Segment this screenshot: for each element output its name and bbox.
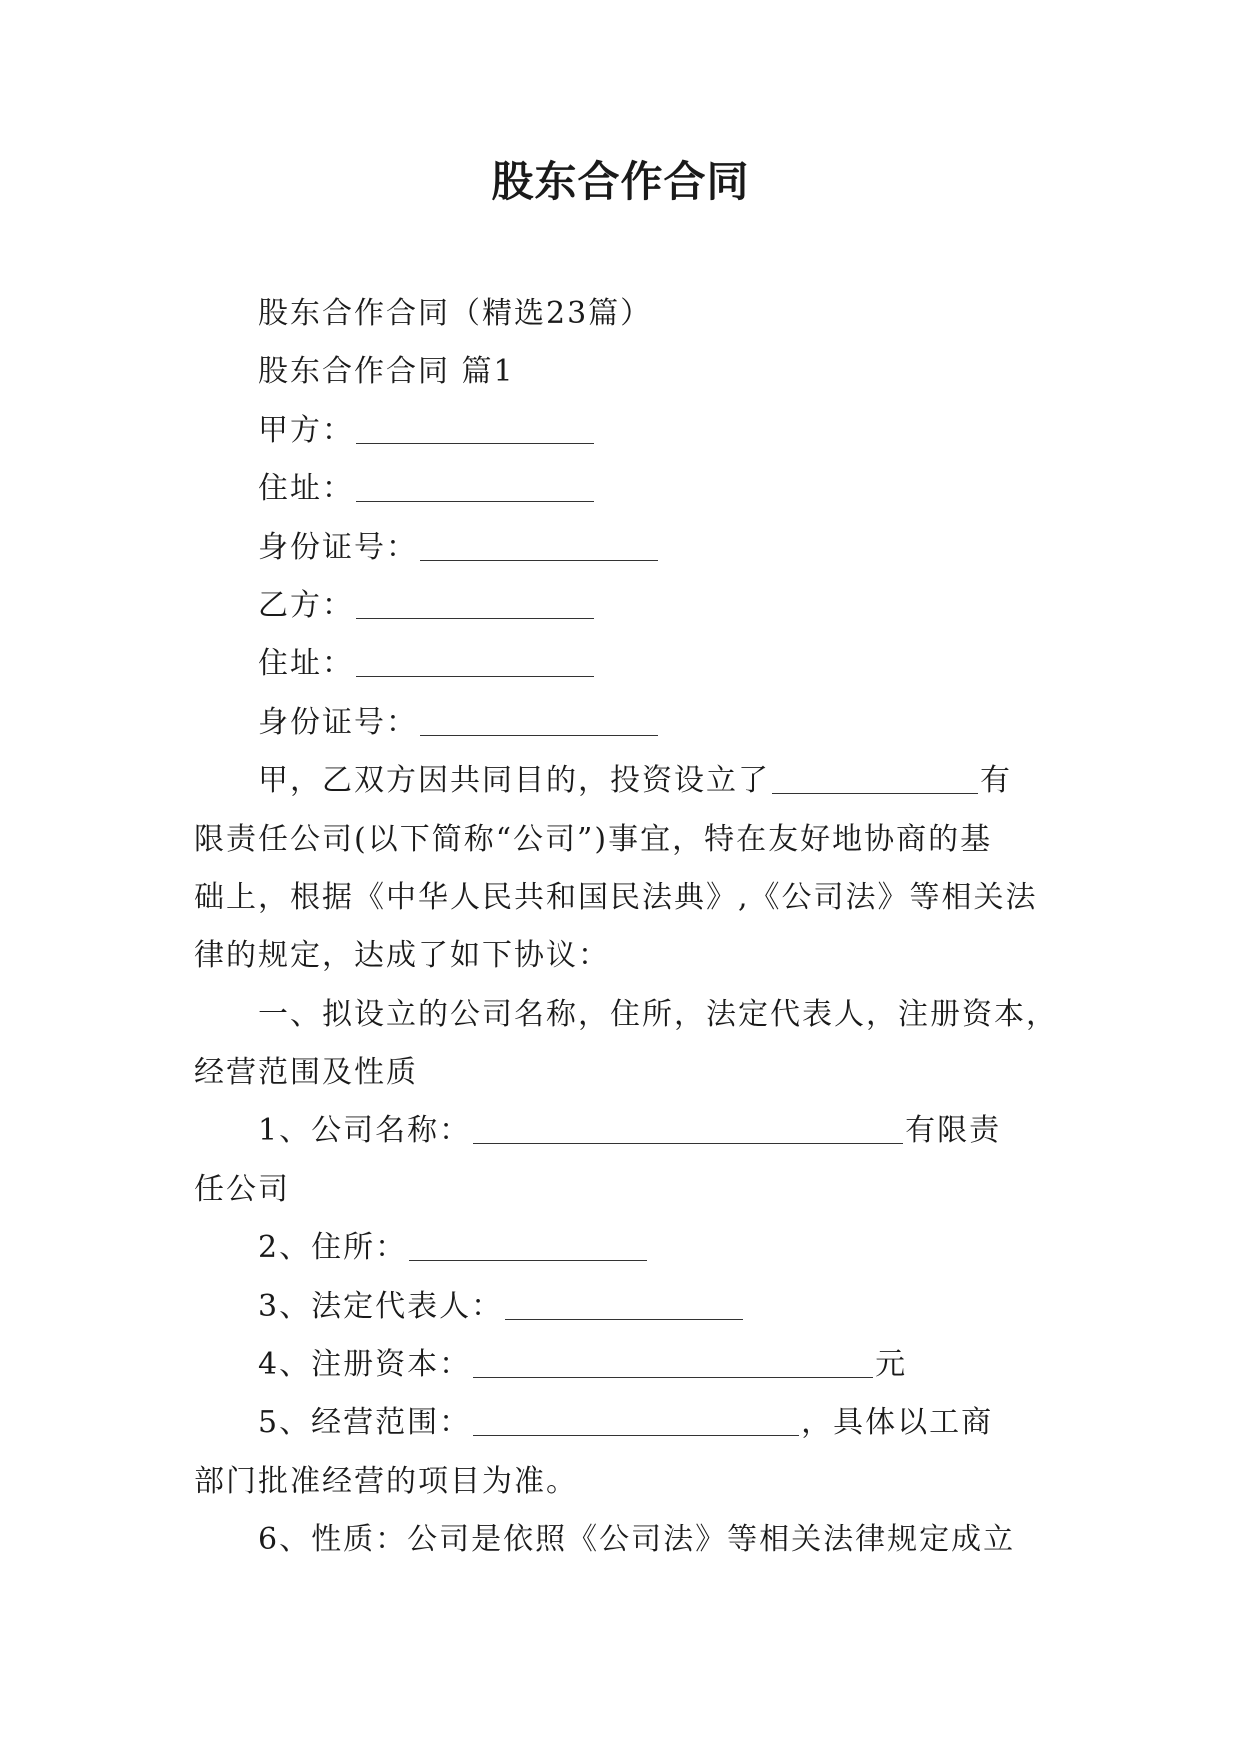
item-1-blank: [473, 1111, 903, 1144]
intro-line-4: 律的规定，达成了如下协议：: [194, 938, 610, 974]
document-title: 股东合作合同: [491, 157, 750, 206]
clause-1-line-2: 经营范围及性质: [194, 1055, 418, 1091]
party-a-id-blank: [420, 528, 658, 561]
subtitle: 股东合作合同（精选23篇）: [258, 296, 653, 331]
item-4-line: [194, 1336, 1054, 1394]
section-heading: 股东合作合同 篇1: [258, 354, 515, 390]
party-a-blank: [356, 411, 594, 444]
clause-1-line-1: 一、拟设立的公司名称，住所，法定代表人，注册资本，: [258, 996, 1058, 1032]
item-1-suffix: 有限责: [905, 1113, 1002, 1149]
item-3-blank: [505, 1287, 743, 1320]
party-b-address-line: [194, 635, 1054, 693]
item-2-blank: [409, 1228, 647, 1261]
item-4-suffix: 元: [875, 1347, 908, 1383]
intro-part-1: 甲，乙双方因共同目的，投资设立了: [258, 763, 770, 799]
item-1-label: 1、公司名称：: [258, 1113, 472, 1149]
item-5-label: 5、经营范围：: [258, 1405, 472, 1441]
item-5-line-2: 部门批准经营的项目为准。: [194, 1463, 578, 1499]
item-5-blank: [473, 1403, 799, 1436]
party-a-id-line: [194, 519, 1054, 577]
party-b-address-label: 住址：: [258, 646, 354, 682]
party-a-id-label: 身份证号：: [258, 529, 418, 565]
item-1-line-2: 任公司: [194, 1171, 290, 1207]
item-2-label: 2、住所：: [258, 1230, 408, 1266]
party-b-id-line: [194, 694, 1054, 752]
party-b-id-blank: [420, 703, 658, 736]
party-b-id-label: 身份证号：: [258, 704, 418, 740]
party-b-label: 乙方：: [258, 587, 354, 623]
party-a-address-label: 住址：: [258, 471, 354, 507]
item-4-blank: [473, 1345, 873, 1378]
party-a-address-blank: [356, 469, 594, 502]
party-b-line: [194, 577, 1054, 635]
party-b-address-blank: [356, 644, 594, 677]
item-3-label: 3、法定代表人：: [258, 1288, 504, 1324]
item-4-label: 4、注册资本：: [258, 1347, 472, 1383]
party-a-line: [194, 402, 1054, 460]
party-a-label: 甲方：: [258, 412, 354, 448]
document-body: [194, 285, 1058, 1570]
intro-line-1: [194, 752, 1054, 810]
intro-line-3: 础上，根据《中华人民共和国民法典》,《公司法》等相关法: [194, 879, 1038, 915]
party-b-blank: [356, 586, 594, 619]
item-3-line: [194, 1278, 1054, 1336]
item-5-suffix: ，具体以工商: [801, 1405, 994, 1441]
item-5-line-1: [194, 1394, 1054, 1452]
intro-line-2: 限责任公司(以下简称“公司”)事宜，特在友好地协商的基: [194, 821, 993, 857]
intro-part-2: 有: [980, 763, 1012, 799]
party-a-address-line: [194, 460, 1054, 518]
item-2-line: [194, 1219, 1054, 1277]
item-6-line-1: 6、性质：公司是依照《公司法》等相关法律规定成立: [258, 1522, 1016, 1558]
item-1-line-1: [194, 1102, 1054, 1160]
company-name-blank: [772, 761, 978, 794]
